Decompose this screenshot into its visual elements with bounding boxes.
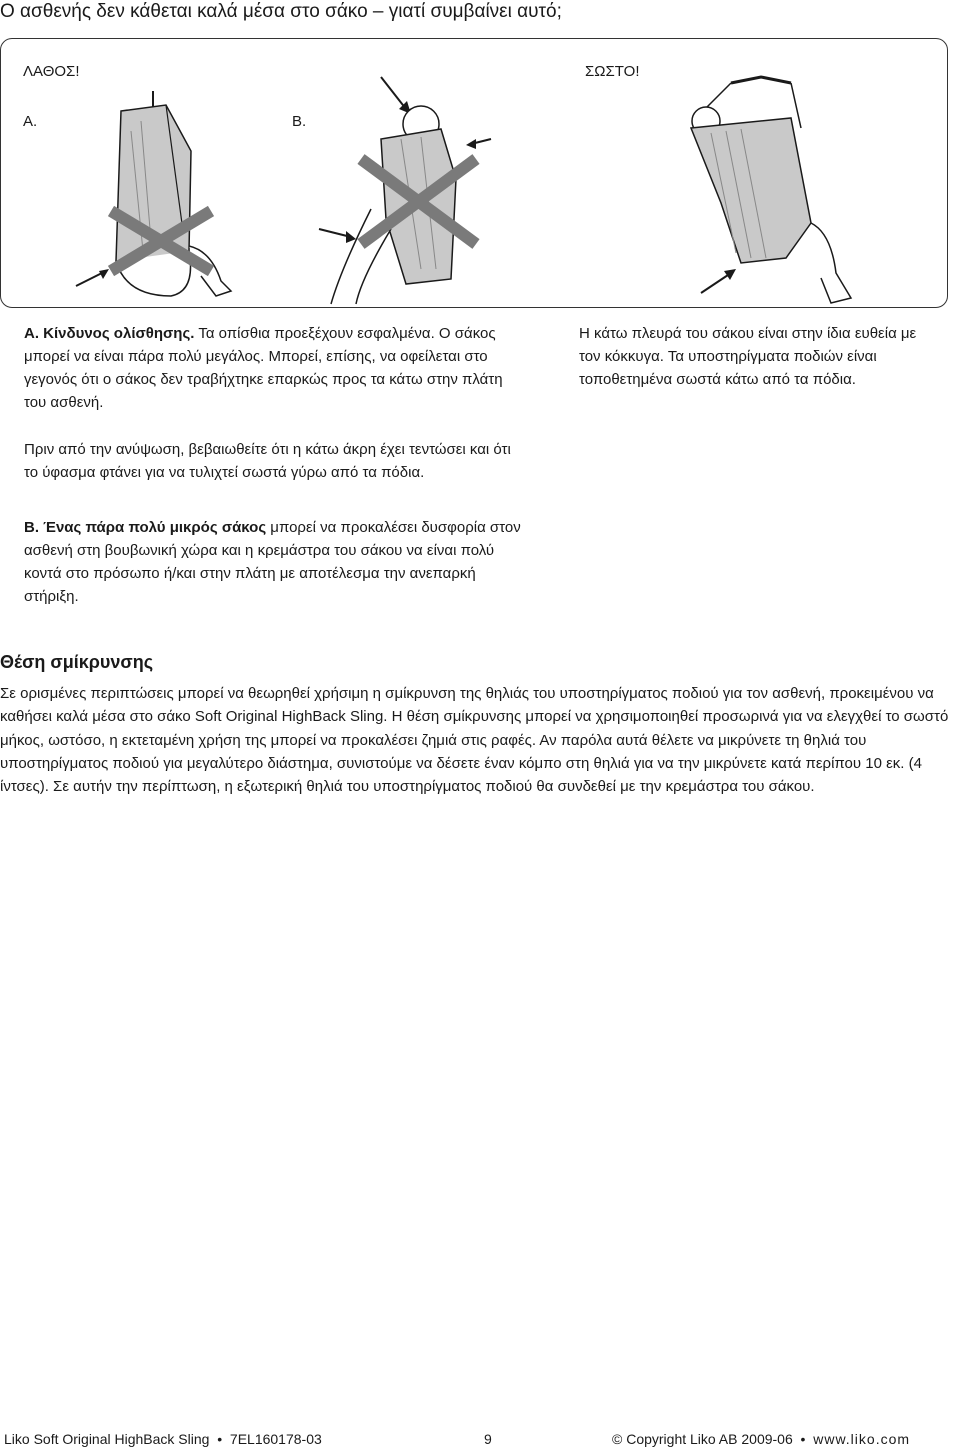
footer-website[interactable]: www.liko.com [813, 1431, 911, 1447]
sling-illustration-a [71, 91, 241, 306]
sling-illustration-b [311, 69, 521, 307]
footer-left [4, 1430, 322, 1448]
paragraph-b [24, 516, 524, 608]
footer-copyright: © Copyright Liko AB 2009-06 [612, 1431, 793, 1447]
page-title: Ο ασθενής δεν κάθεται καλά μέσα στο σάκο – γιατί συμβαίνει αυτό; [0, 1, 562, 22]
paragraph-a-prefix: A. Κίνδυνος ολίσθησης. [24, 325, 195, 342]
section-heading: Θέση σμίκρυνσης [0, 652, 154, 672]
correct-description: Η κάτω πλευρά του σάκου είναι στην ίδια ευθεία με τον κόκκυγα. Τα υποστηρίγματα ποδιών είναι τοποθετημένα σωστά κάτω από τα πόδια. [579, 325, 917, 388]
paragraph-a [24, 322, 524, 414]
section-body: Σε ορισμένες περιπτώσεις μπορεί να θεωρηθεί χρήσιμη η σμίκρυνση της θηλιάς του υποστηρίγματος ποδιού για τον ασθενή, προκειμένου να καθήσει καλά μέσα στο σάκο Soft Original HighBack Sling. Η θέση σμίκρυνσης μπορεί να χρησιμοποιηθεί προσωρινά για να ελεγχθεί το σωστό μήκος, ωστόσο, η εκτεταμένη χρήση της μπορεί να προκαλέσει ζημιά στις ραφές. Αν παρόλα αυτά θέλετε να μικρύνετε τη θηλιά του υποστηρίγματος ποδιού για μεγαλύτερο διάστημα, συνιστούμε να δέσετε έναν κόμπο στη θηλιά για να την μικρύνετε κατά περίπου 10 εκ. (4 ίντσες). Σε αυτήν την περίπτωση, η εξωτερική θηλιά του υποστηρίγματος ποδιού θα συνδεθεί με την κρεμάστρα του σάκου. [0, 685, 949, 796]
paragraph-a2: Πριν από την ανύψωση, βεβαιωθείτε ότι η κάτω άκρη έχει τεντώσει και ότι το ύφασμα φτάνει για να τυλιχτεί σωστά γύρω από τα πόδια. [24, 441, 511, 481]
footer-bullet-2: • [800, 1431, 806, 1447]
wrong-label: ΛΑΘΟΣ! [23, 63, 80, 80]
footer-right [612, 1430, 910, 1448]
correct-label: ΣΩΣΤΟ! [585, 63, 640, 80]
figure-label-a: A. [23, 113, 38, 130]
footer-bullet: • [217, 1431, 223, 1447]
footer-doc-number: 7EL160178-03 [229, 1431, 322, 1447]
paragraph-b-text: μπορεί να προκαλέσει δυσφορία στον ασθενή στη βουβωνική χώρα και η κρεμάστρα του σάκου να είναι πολύ κοντά στο πρόσωπο ή/και στην πλάτη με αποτέλεσμα την ανεπαρκή στήριξη. [24, 519, 521, 605]
sling-illustration-correct [661, 73, 871, 305]
paragraph-a-text: Τα οπίσθια προεξέχουν εσφαλμένα. Ο σάκος μπορεί να είναι πάρα πολύ μεγάλος. Μπορεί, επίσης, να οφείλεται στο γεγονός ότι ο σάκος δεν τραβήχτηκε επαρκώς προς τα κάτω στην πλάτη του ασθενή. [24, 325, 503, 411]
footer-product: Liko Soft Original HighBack Sling [4, 1431, 210, 1447]
paragraph-b-prefix: B. Ένας πάρα πολύ μικρός σάκος [24, 519, 267, 536]
page-number: 9 [484, 1431, 492, 1447]
illustration-panel [0, 38, 948, 308]
figure-label-b: B. [292, 113, 307, 130]
